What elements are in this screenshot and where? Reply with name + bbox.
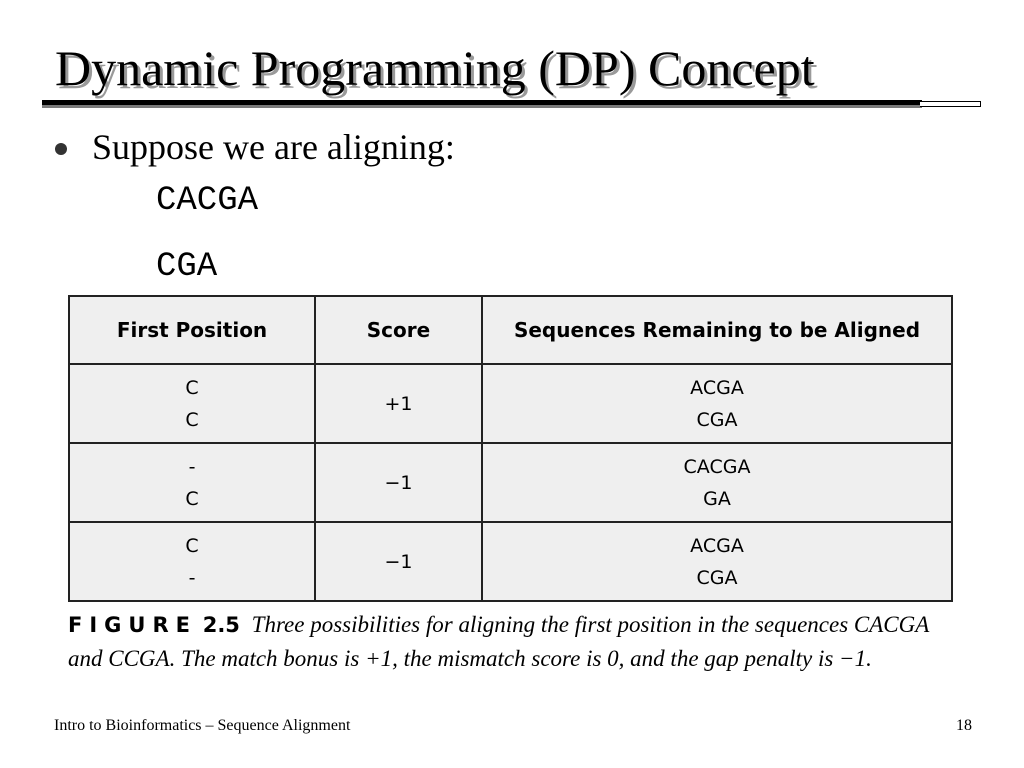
remaining-top: ACGA [690,534,744,557]
title-underline-end [920,101,981,107]
first-position-top: C [185,376,199,399]
title-underline [42,100,922,108]
figure-table [68,295,953,602]
footer-text: Intro to Bioinformatics – Sequence Alignment [54,717,351,734]
header-score: Score [315,297,482,364]
sequence-2: CGA [156,248,218,286]
table-row [70,443,951,522]
first-position-bottom: C [185,487,199,510]
remaining-bottom: CGA [696,566,738,589]
bullet-text: Suppose we are aligning: [92,127,455,167]
first-position-top: C [185,534,199,557]
slide-title: Dynamic Programming (DP) Concept [55,40,815,96]
page-number: 18 [956,717,972,734]
table-row [70,364,951,443]
score-cell: −1 [315,522,482,600]
header-first-position: First Position [70,297,315,364]
remaining-bottom: GA [703,487,731,510]
figure-caption-text: Three possibilities for aligning the first position in the sequences CACGA and CCGA. The match bonus is +1, the mismatch score is 0, and the gap penalty is −1. [68,612,929,671]
remaining-top: CACGA [683,455,751,478]
figure-caption [68,608,948,675]
sequence-1: CACGA [156,182,259,220]
first-position-top: - [188,455,196,478]
score-cell: −1 [315,443,482,522]
first-position-bottom: C [185,408,199,431]
score-cell: +1 [315,364,482,443]
bullet-dot-icon [55,143,67,155]
figure-number: 2.5 [202,613,240,637]
table-row [70,522,951,600]
first-position-bottom: - [188,566,196,589]
header-sequences-remaining: Sequences Remaining to be Aligned [482,297,951,364]
figure-label: FIGURE [68,613,197,637]
remaining-bottom: CGA [696,408,738,431]
bullet-item [55,124,455,170]
remaining-top: ACGA [690,376,744,399]
